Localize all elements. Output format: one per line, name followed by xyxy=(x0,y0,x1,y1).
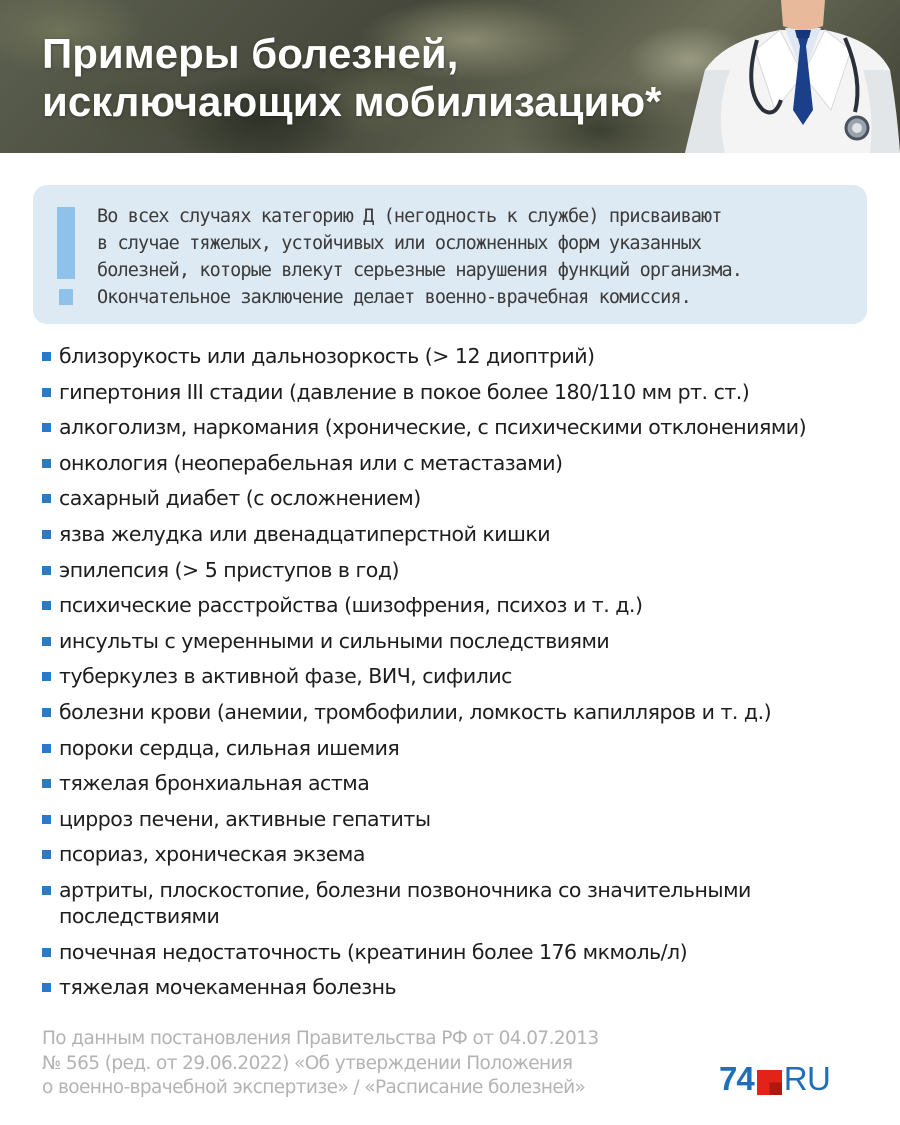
note-line: Окончательное заключение делает военно-врачебная комиссия. xyxy=(97,287,691,308)
source-line: о военно-врачебной экспертизе» / «Расписание болезней» xyxy=(42,1077,586,1098)
logo-square-icon xyxy=(757,1067,782,1092)
disease-list xyxy=(42,343,882,1010)
bullet-icon xyxy=(42,948,51,957)
bullet-icon xyxy=(42,352,51,361)
list-item: сахарный диабет (с осложнением) xyxy=(42,485,882,511)
page-title-line-1: Примеры болезней, xyxy=(42,30,459,77)
list-item: онкология (неоперабельная или с метастазами) xyxy=(42,450,882,476)
bullet-icon xyxy=(42,530,51,539)
bullet-icon xyxy=(42,601,51,610)
list-item: язва желудка или двенадцатиперстной кишки xyxy=(42,521,882,547)
source-line: По данным постановления Правительства РФ от 04.07.2013 xyxy=(42,1028,599,1049)
exclamation-icon xyxy=(55,207,77,305)
list-item: алкоголизм, наркомания (хронические, с психическими отклонениями) xyxy=(42,414,882,440)
list-item: близорукость или дальнозоркость (> 12 диоптрий) xyxy=(42,343,882,369)
list-item: гипертония III стадии (давление в покое более 180/110 мм рт. ст.) xyxy=(42,379,882,405)
list-item: пороки сердца, сильная ишемия xyxy=(42,735,882,761)
bullet-icon xyxy=(42,388,51,397)
bullet-icon xyxy=(42,886,51,895)
list-item: псориаз, хроническая экзема xyxy=(42,841,882,867)
list-item: тяжелая бронхиальная астма xyxy=(42,770,882,796)
bullet-icon xyxy=(42,744,51,753)
list-item: туберкулез в активной фазе, ВИЧ, сифилис xyxy=(42,663,882,689)
note-line: в случае тяжелых, устойчивых или осложненных форм указанных xyxy=(97,233,702,254)
doctor-illustration xyxy=(685,0,900,153)
page-title xyxy=(42,30,702,126)
list-item: почечная недостаточность (креатинин более 176 мкмоль/л) xyxy=(42,939,882,965)
bullet-icon xyxy=(42,637,51,646)
bullet-icon xyxy=(42,815,51,824)
note-text xyxy=(97,203,857,311)
bullet-icon xyxy=(42,459,51,468)
logo-suffix: RU xyxy=(783,1060,831,1097)
list-item: болезни крови (анемии, тромбофилии, ломкость капилляров и т. д.) xyxy=(42,699,882,725)
list-item: инсульты с умеренными и сильными последствиями xyxy=(42,628,882,654)
note-line: болезней, которые влекут серьезные нарушения функций организма. xyxy=(97,260,742,281)
note-line: Во всех случаях категорию Д (негодность к службе) присваивают xyxy=(97,206,722,227)
bullet-icon xyxy=(42,850,51,859)
header-banner xyxy=(0,0,900,153)
bullet-icon xyxy=(42,423,51,432)
list-item: психические расстройства (шизофрения, психоз и т. д.) xyxy=(42,592,882,618)
list-item: эпилепсия (> 5 приступов в год) xyxy=(42,557,882,583)
bullet-icon xyxy=(42,672,51,681)
74ru-logo[interactable] xyxy=(719,1062,830,1096)
logo-number: 74 xyxy=(719,1060,754,1097)
list-item: артриты, плоскостопие, болезни позвоночника со значительными последствиями xyxy=(42,877,822,929)
bullet-icon xyxy=(42,983,51,992)
bullet-icon xyxy=(42,779,51,788)
page-title-line-2: исключающих мобилизацию* xyxy=(42,78,662,125)
source-note xyxy=(42,1027,682,1101)
bullet-icon xyxy=(42,566,51,575)
bullet-icon xyxy=(42,708,51,717)
source-line: № 565 (ред. от 29.06.2022) «Об утверждении Положения xyxy=(42,1052,573,1074)
list-item: тяжелая мочекаменная болезнь xyxy=(42,974,882,1000)
list-item: цирроз печени, активные гепатиты xyxy=(42,806,882,832)
bullet-icon xyxy=(42,494,51,503)
